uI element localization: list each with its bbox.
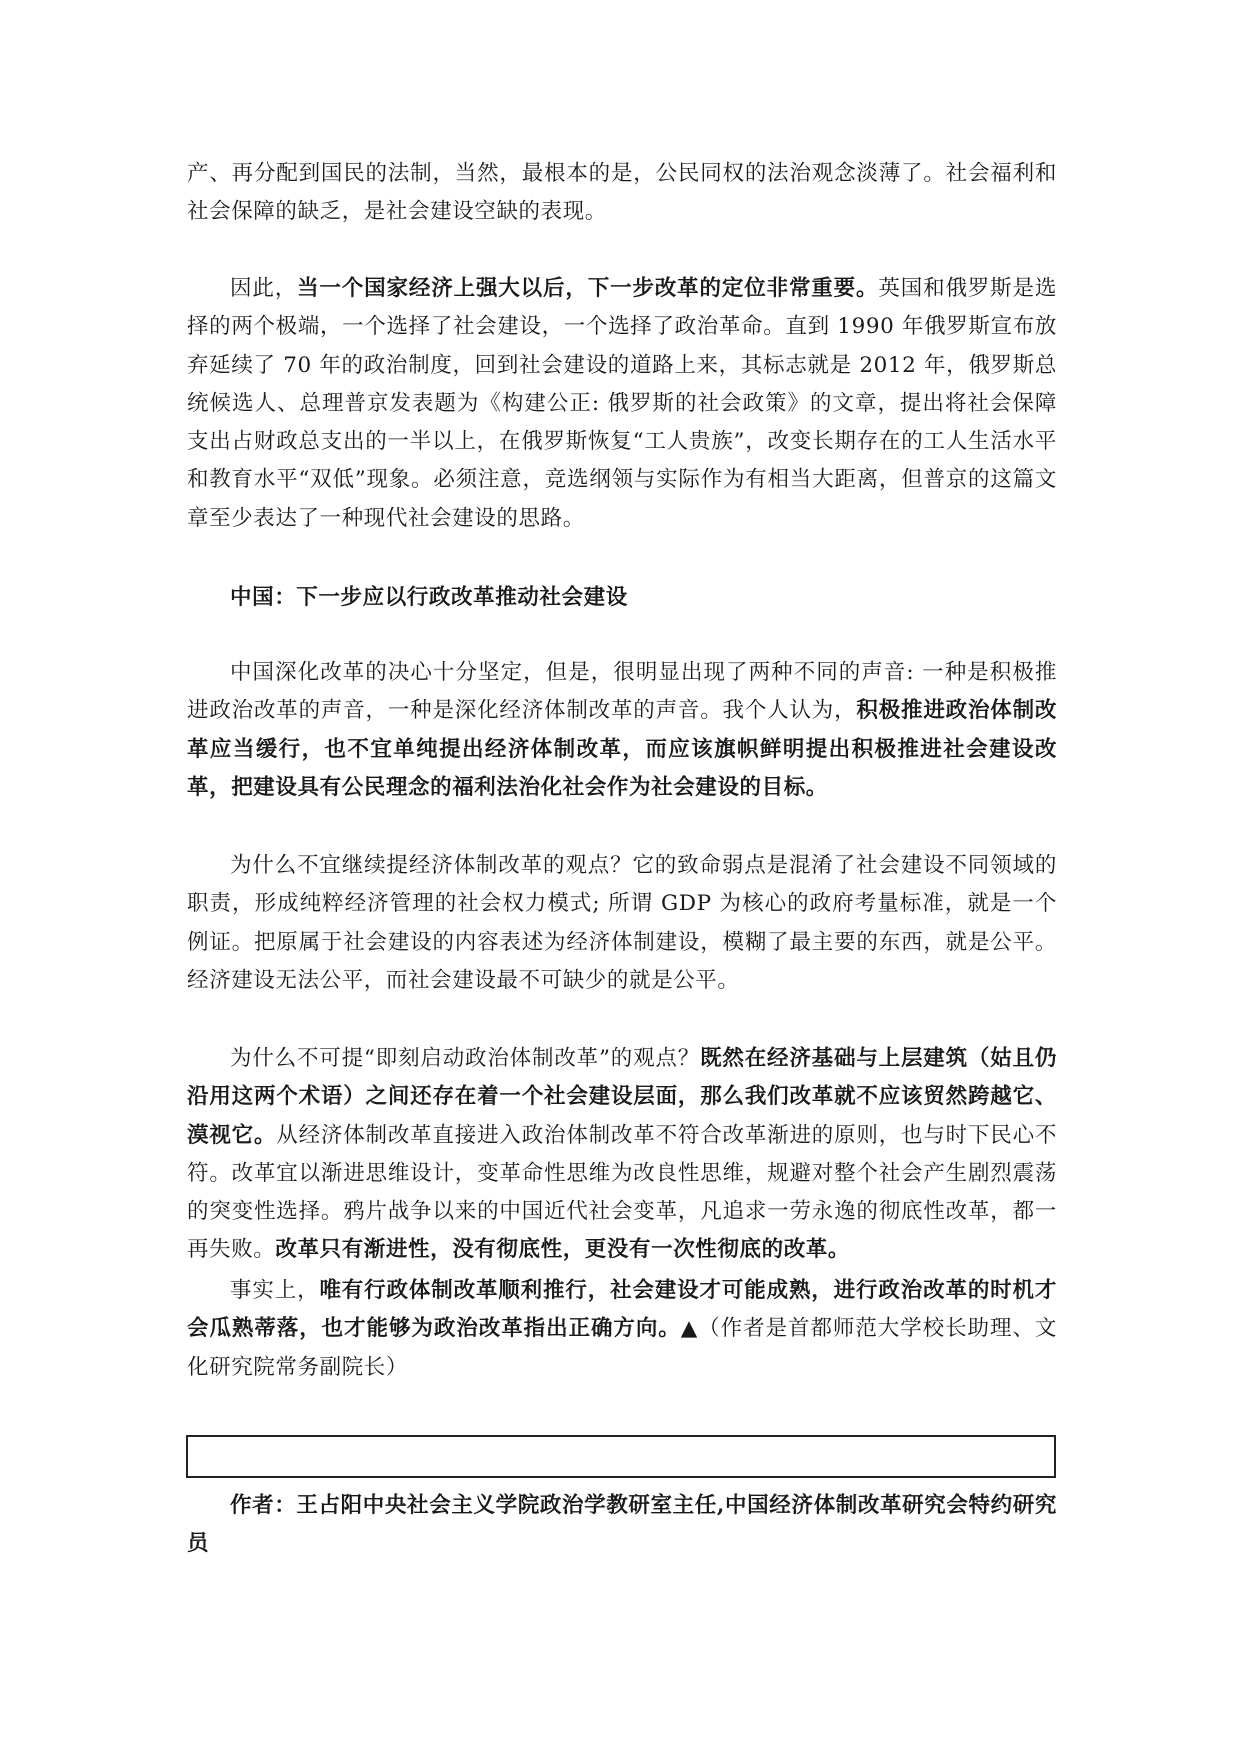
paragraph-3-lead: 中国深化改革的决心十分坚定，但是，很明显出现了两种不同的声音: 一种是积极推进政治改革的声音，一种是深化经济体制改革的声音。我个人认为， (187, 660, 1057, 724)
paragraph-2 (187, 270, 1057, 538)
paragraph-2-emphasis: 当一个国家经济上强大以后，下一步改革的定位非常重要。 (297, 276, 879, 301)
paragraph-6-emphasis: 唯有行政体制改革顺利推行，社会建设才可能成熟，进行政治改革的时机才会瓜熟蒂落，也才能够为政治改革指出正确方向。▲ (187, 1278, 1057, 1342)
paragraph-1 (187, 155, 1057, 232)
paragraph-6-author-note: （作者是首都师范大学校长助理、文化研究院常务副院长） (187, 1316, 1057, 1380)
paragraph-1-text: 产、再分配到国民的法制，当然，最根本的是，公民同权的法治观念淡薄了。社会福利和社会保障的缺乏，是社会建设空缺的表现。 (187, 161, 1057, 225)
paragraph-2-lead: 因此， (230, 276, 298, 301)
paragraph-4 (187, 847, 1057, 1000)
paragraph-5-body: 从经济体制改革直接进入政治体制改革不符合改革渐进的原则，也与时下民心不符。改革宜以渐进思维设计，变革命性思维为改良性思维，规避对整个社会产生剧烈震荡的突变性选择。鸦片战争以来的中国近代社会变革，凡追求一劳永逸的彻底性改革，都一再失败。 (187, 1122, 1057, 1263)
section-heading: 中国：下一步应以行政改革推动社会建设 (230, 585, 628, 610)
author-info (187, 1487, 1057, 1564)
paragraph-6 (187, 1272, 1057, 1387)
author-line: 作者：王占阳中央社会主义学院政治学教研室主任,中国经济体制改革研究会特约研究员 (187, 1493, 1057, 1557)
paragraph-6-lead: 事实上， (230, 1278, 320, 1303)
paragraph-4-text: 为什么不宜继续提经济体制改革的观点？它的致命弱点是混淆了社会建设不同领域的职责，形成纯粹经济管理的社会权力模式; 所谓 GDP 为核心的政府考量标准，就是一个例证。把原属于社会建设的内容表述为经济体制建设，模糊了最主要的东西，就是公平。经济建设无法公平，而社会建设最不可缺少的就是公平。 (187, 853, 1057, 993)
paragraph-5-emphasis: 既然在经济基础与上层建筑（姑且仍沿用这两个术语）之间还存在着一个社会建设层面，那么我们改革就不应该贸然跨越它、漠视它。 (187, 1046, 1057, 1148)
paragraph-2-body: 英国和俄罗斯是选择的两个极端，一个选择了社会建设，一个选择了政治革命。直到 1990 年俄罗斯宣布放弃延续了 70 年的政治制度，回到社会建设的道路上来，其标志就是 2012 年，俄罗斯总统候选人、总理普京发表题为《构建公正: 俄罗斯的社会政策》的文章，提出将社会保障支出占财政总支出的一半以上，在俄罗斯恢复“工人贵族”，改变长期存在的工人生活水平和教育水平“双低”现象。必须注意，竞选纲领与实际作为有相当大距离，但普京的这篇文章至少表达了一种现代社会建设的思路。 (187, 276, 1057, 531)
empty-frame-box (186, 1435, 1056, 1478)
paragraph-3-emphasis: 积极推进政治体制改革应当缓行，也不宜单纯提出经济体制改革，而应该旗帜鲜明提出积极推进社会建设改革，把建设具有公民理念的福利法治化社会作为社会建设的目标。 (187, 698, 1057, 800)
paragraph-5 (187, 1040, 1057, 1270)
paragraph-5-conclusion: 改革只有渐进性，没有彻底性，更没有一次性彻底的改革。 (275, 1237, 851, 1263)
paragraph-3 (187, 654, 1057, 807)
section-heading-block (187, 579, 1057, 617)
paragraph-5-lead: 为什么不可提“即刻启动政治体制改革”的观点？ (230, 1046, 701, 1071)
